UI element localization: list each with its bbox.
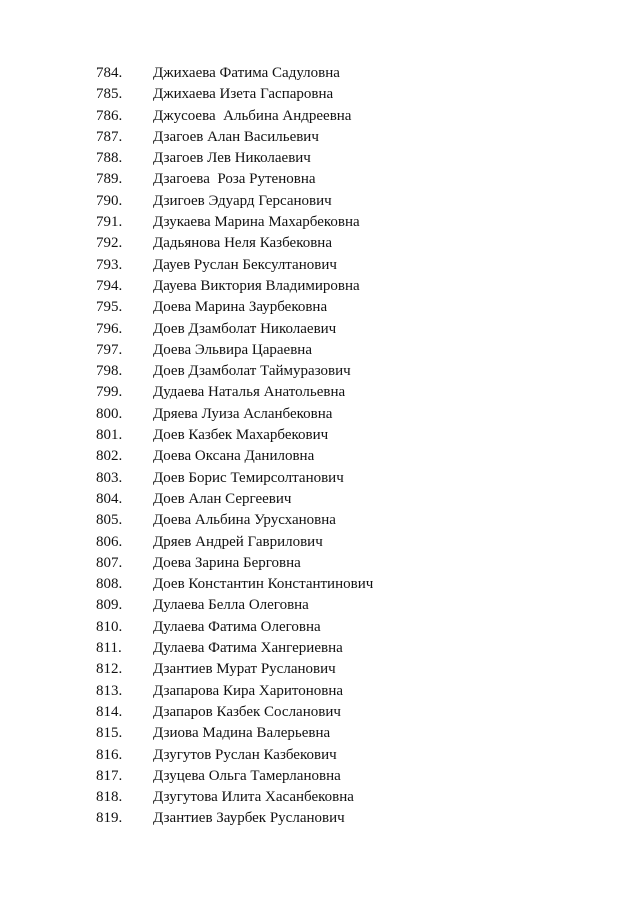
entry-name: Доев Дзамболат Таймуразович (153, 363, 351, 380)
entry-name: Доева Альбина Урусхановна (153, 512, 336, 529)
entry-number: 787. (96, 128, 123, 145)
list-item (0, 233, 640, 254)
numbered-name-list (0, 63, 640, 830)
entry-number: 802. (96, 448, 123, 465)
entry-number: 812. (96, 661, 123, 678)
entry-name: Дзиова Мадина Валерьевна (153, 725, 331, 742)
list-item (0, 595, 640, 616)
list-item (0, 574, 640, 595)
entry-name: Дзагоева Роза Рутеновна (153, 171, 316, 188)
entry-number: 813. (96, 682, 123, 699)
entry-name: Доев Казбек Махарбекович (153, 427, 329, 444)
entry-number: 786. (96, 107, 123, 124)
entry-name: Дудаева Наталья Анатольевна (153, 384, 346, 401)
list-item (0, 510, 640, 531)
list-item (0, 276, 640, 297)
entry-number: 807. (96, 554, 123, 571)
list-item (0, 404, 640, 425)
list-item (0, 745, 640, 766)
entry-name: Дзапаров Казбек Сосланович (153, 703, 341, 720)
entry-name: Дзагоев Алан Васильевич (153, 128, 319, 145)
entry-number: 805. (96, 512, 123, 529)
entry-name: Доева Эльвира Цараевна (153, 341, 312, 358)
entry-name: Дзапарова Кира Харитоновна (153, 682, 344, 699)
list-item (0, 319, 640, 340)
list-item (0, 553, 640, 574)
list-item (0, 148, 640, 169)
list-item (0, 361, 640, 382)
entry-number: 806. (96, 533, 123, 550)
list-item (0, 638, 640, 659)
entry-name: Дзугутов Руслан Казбекович (153, 746, 337, 763)
list-item (0, 340, 640, 361)
entry-number: 801. (96, 427, 123, 444)
list-item (0, 446, 640, 467)
entry-number: 784. (96, 65, 123, 81)
entry-name: Дулаева Белла Олеговна (153, 597, 309, 614)
entry-number: 811. (96, 640, 122, 657)
entry-number: 809. (96, 597, 123, 614)
list-item (0, 787, 640, 808)
entry-name: Джихаева Изета Гаспаровна (153, 86, 334, 103)
entry-number: 810. (96, 618, 123, 635)
list-item (0, 255, 640, 276)
entry-number: 790. (96, 192, 123, 209)
entry-number: 789. (96, 171, 123, 188)
entry-number: 792. (96, 235, 123, 252)
entry-number: 794. (96, 277, 123, 294)
list-item (0, 382, 640, 403)
entry-name: Доева Оксана Даниловна (153, 448, 315, 465)
list-item (0, 617, 640, 638)
entry-name: Джусоева Альбина Андреевна (153, 107, 352, 124)
entry-number: 798. (96, 363, 123, 380)
entry-name: Дзугутова Илита Хасанбековна (153, 789, 354, 806)
entry-number: 793. (96, 256, 123, 273)
entry-name: Дзукаева Марина Махарбековна (153, 214, 360, 231)
entry-number: 804. (96, 490, 123, 507)
list-item (0, 681, 640, 702)
list-item (0, 425, 640, 446)
list-item (0, 191, 640, 212)
entry-name: Дзантиев Заурбек Русланович (153, 810, 345, 827)
list-item (0, 169, 640, 190)
entry-name: Доев Борис Темирсолтанович (153, 469, 344, 486)
entry-number: 795. (96, 299, 123, 316)
entry-name: Дзагоев Лев Николаевич (153, 150, 311, 167)
entry-name: Доев Дзамболат Николаевич (153, 320, 337, 337)
entry-name: Доев Алан Сергеевич (153, 490, 292, 507)
entry-name: Дулаева Фатима Олеговна (153, 618, 321, 635)
entry-name: Дзуцева Ольга Тамерлановна (153, 767, 341, 784)
entry-number: 800. (96, 405, 123, 422)
entry-number: 817. (96, 767, 123, 784)
list-item (0, 532, 640, 553)
entry-number: 791. (96, 214, 123, 231)
entry-number: 797. (96, 341, 123, 358)
entry-name: Дзантиев Мурат Русланович (153, 661, 336, 678)
entry-number: 799. (96, 384, 123, 401)
entry-name: Дзигоев Эдуард Герсанович (153, 192, 332, 209)
entry-number: 803. (96, 469, 123, 486)
entry-name: Дадьянова Неля Казбековна (153, 235, 332, 252)
entry-number: 785. (96, 86, 123, 103)
list-item (0, 127, 640, 148)
list-item (0, 702, 640, 723)
list-item (0, 766, 640, 787)
entry-name: Дряева Луиза Асланбековна (153, 405, 333, 422)
list-item (0, 723, 640, 744)
list-item (0, 84, 640, 105)
list-item (0, 808, 640, 829)
list-item (0, 212, 640, 233)
entry-number: 788. (96, 150, 123, 167)
entry-number: 796. (96, 320, 123, 337)
list-item (0, 63, 640, 84)
entry-number: 816. (96, 746, 123, 763)
entry-number: 819. (96, 810, 123, 827)
list-item (0, 489, 640, 510)
entry-name: Доева Зарина Берговна (153, 554, 301, 571)
entry-number: 814. (96, 703, 123, 720)
entry-name: Доев Константин Константинович (153, 576, 374, 593)
entry-name: Джихаева Фатима Садуловна (153, 65, 340, 81)
entry-number: 818. (96, 789, 123, 806)
entry-name: Дауева Виктория Владимировна (153, 277, 360, 294)
entry-name: Дауев Руслан Бексултанович (153, 256, 337, 273)
list-item (0, 468, 640, 489)
entry-name: Дряев Андрей Гаврилович (153, 533, 323, 550)
entry-name: Доева Марина Заурбековна (153, 299, 328, 316)
list-item (0, 659, 640, 680)
entry-number: 815. (96, 725, 123, 742)
list-item (0, 297, 640, 318)
entry-number: 808. (96, 576, 123, 593)
list-item (0, 106, 640, 127)
entry-name: Дулаева Фатима Хангериевна (153, 640, 343, 657)
